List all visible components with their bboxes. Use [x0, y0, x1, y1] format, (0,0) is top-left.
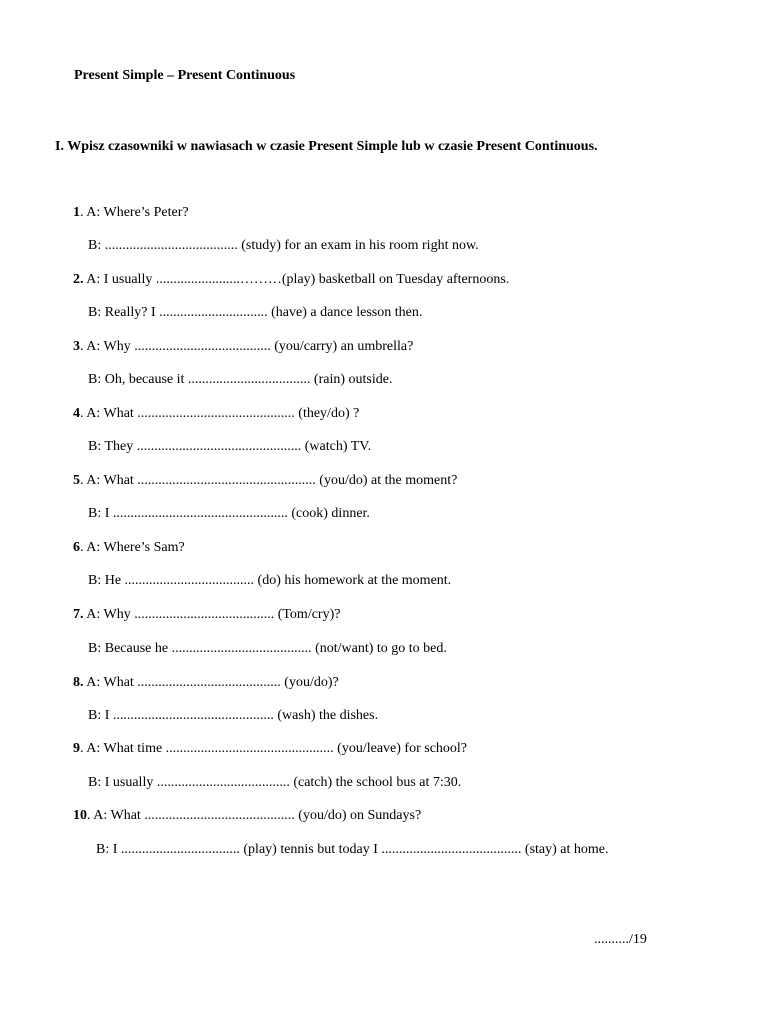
item-9-answer: B: I usually ...................................... (catch) the school bus at 7:30.	[88, 775, 462, 790]
item-number: 8.	[73, 675, 84, 690]
item-question-text: . A: Where’s Sam?	[80, 540, 185, 555]
item-1-answer: B: ...................................... (study) for an exam in his room right now.	[88, 238, 479, 253]
item-2-question	[73, 271, 509, 289]
exercise-instruction: I. Wpisz czasowniki w nawiasach w czasie Present Simple lub w czasie Present Continuous.	[55, 139, 598, 154]
item-number: 2.	[73, 272, 84, 287]
item-number: 4	[73, 406, 80, 421]
item-7-question	[73, 606, 340, 624]
item-question-text: A: What ......................................... (you/do)?	[83, 675, 339, 690]
item-question-text: A: Why ........................................ (Tom/cry)?	[83, 607, 341, 622]
item-3-question	[73, 338, 413, 356]
item-2-answer: B: Really? I ............................... (have) a dance lesson then.	[88, 305, 423, 320]
item-8-question	[73, 674, 339, 692]
item-3-answer: B: Oh, because it ................................... (rain) outside.	[88, 372, 393, 387]
item-number: 10	[73, 808, 87, 823]
item-question-text: . A: Why ....................................... (you/carry) an umbrella?	[80, 339, 414, 354]
item-number: 6	[73, 540, 80, 555]
item-question-text: . A: What time ................................................ (you/leave) for school?	[80, 741, 468, 756]
item-1-question	[73, 204, 189, 222]
item-9-question	[73, 740, 467, 758]
item-7-answer: B: Because he ........................................ (not/want) to go to bed.	[88, 641, 447, 656]
item-5-answer: B: I .................................................. (cook) dinner.	[88, 506, 370, 521]
item-number: 9	[73, 741, 80, 756]
item-6-answer: B: He ..................................... (do) his homework at the moment.	[88, 573, 452, 588]
item-number: 7.	[73, 607, 84, 622]
score-field: ........../19	[594, 932, 647, 947]
item-question-text: . A: What ........................................... (you/do) on Sundays?	[87, 808, 422, 823]
item-question-text: . A: Where’s Peter?	[80, 205, 189, 220]
item-10-answer: B: I .................................. (play) tennis but today I ........................................ (stay) at home.	[96, 842, 609, 857]
item-5-question	[73, 472, 457, 490]
item-4-answer: B: They ............................................... (watch) TV.	[88, 439, 372, 454]
item-question-text: . A: What ............................................. (they/do) ?	[80, 406, 360, 421]
item-number: 3	[73, 339, 80, 354]
worksheet-title: Present Simple – Present Continuous	[74, 68, 296, 83]
item-6-question	[73, 539, 185, 557]
item-number: 5	[73, 473, 80, 488]
item-8-answer: B: I .............................................. (wash) the dishes.	[88, 708, 379, 723]
item-number: 1	[73, 205, 80, 220]
item-10-question	[73, 807, 421, 825]
item-question-text: A: I usually ........................………(play) basketball on Tuesday afternoons.	[83, 272, 510, 287]
item-question-text: . A: What ................................................... (you/do) at the moment?	[80, 473, 458, 488]
item-4-question	[73, 405, 359, 423]
